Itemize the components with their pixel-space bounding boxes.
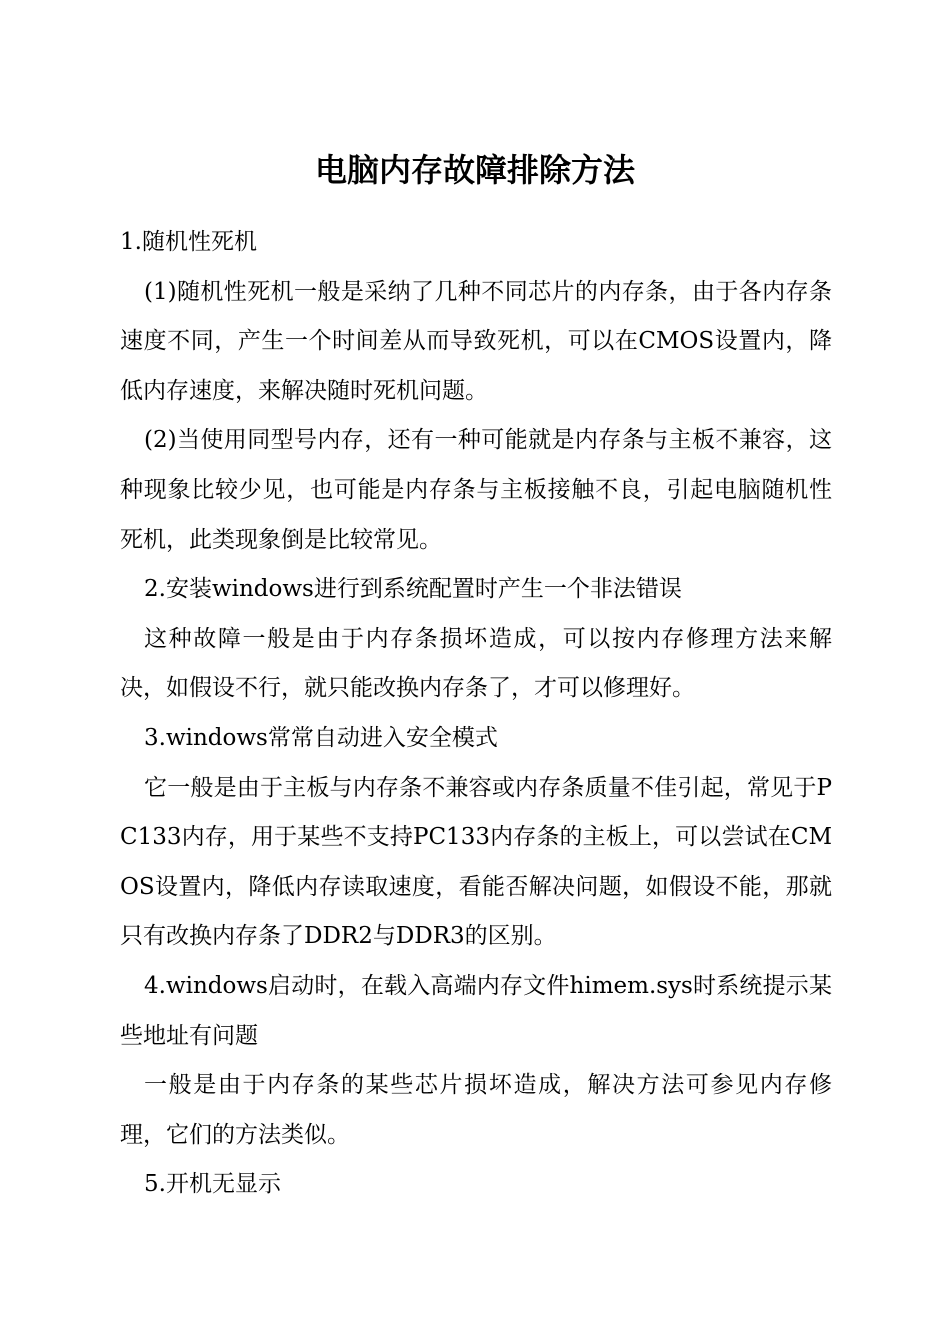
document-title: 电脑内存故障排除方法 <box>314 151 635 189</box>
paragraph-different-chips: (1)随机性死机一般是采纳了几种不同芯片的内存条，由于各内存条速度不同，产生一个时间差从而导致死机，可以在CMOS设置内，降低内存速度，来解决随时死机问题。 <box>120 278 832 404</box>
heading-safe-mode: 3.windows常常自动进入安全模式 <box>144 724 498 751</box>
paragraph-himem-error: 一般是由于内存条的某些芯片损坏造成，解决方法可参见内存修理，它们的方法类似。 <box>120 1072 832 1148</box>
heading-no-display: 5.开机无显示 <box>144 1171 281 1198</box>
paragraph-incompatible-board: (2)当使用同型号内存，还有一种可能就是内存条与主板不兼容，这种现象比较少见，也可能是内存条与主板接触不良，引起电脑随机性死机，此类现象倒是比较常见。 <box>120 427 832 553</box>
paragraph-install-error: 这种故障一般是由于内存条损坏造成，可以按内存修理方法来解决，如假设不行，就只能改换内存条了，才可以修理好。 <box>120 625 832 702</box>
document-body <box>120 218 832 1210</box>
paragraph-safe-mode: 它一般是由于主板与内存条不兼容或内存条质量不佳引起，常见于PC133内存，用于某些不支持PC133内存条的主板上，可以尝试在CMOS设置内，降低内存读取速度，看能否解决问题，如假设不能，那就只有改换内存条了DDR2与DDR3的区别。 <box>120 774 832 950</box>
heading-install-error: 2.安装windows进行到系统配置时产生一个非法错误 <box>144 576 682 603</box>
heading-himem-error: 4.windows启动时，在载入高端内存文件himem.sys时系统提示某些地址有问题 <box>120 972 832 1049</box>
heading-random-crash: 1.随机性死机 <box>120 229 257 255</box>
